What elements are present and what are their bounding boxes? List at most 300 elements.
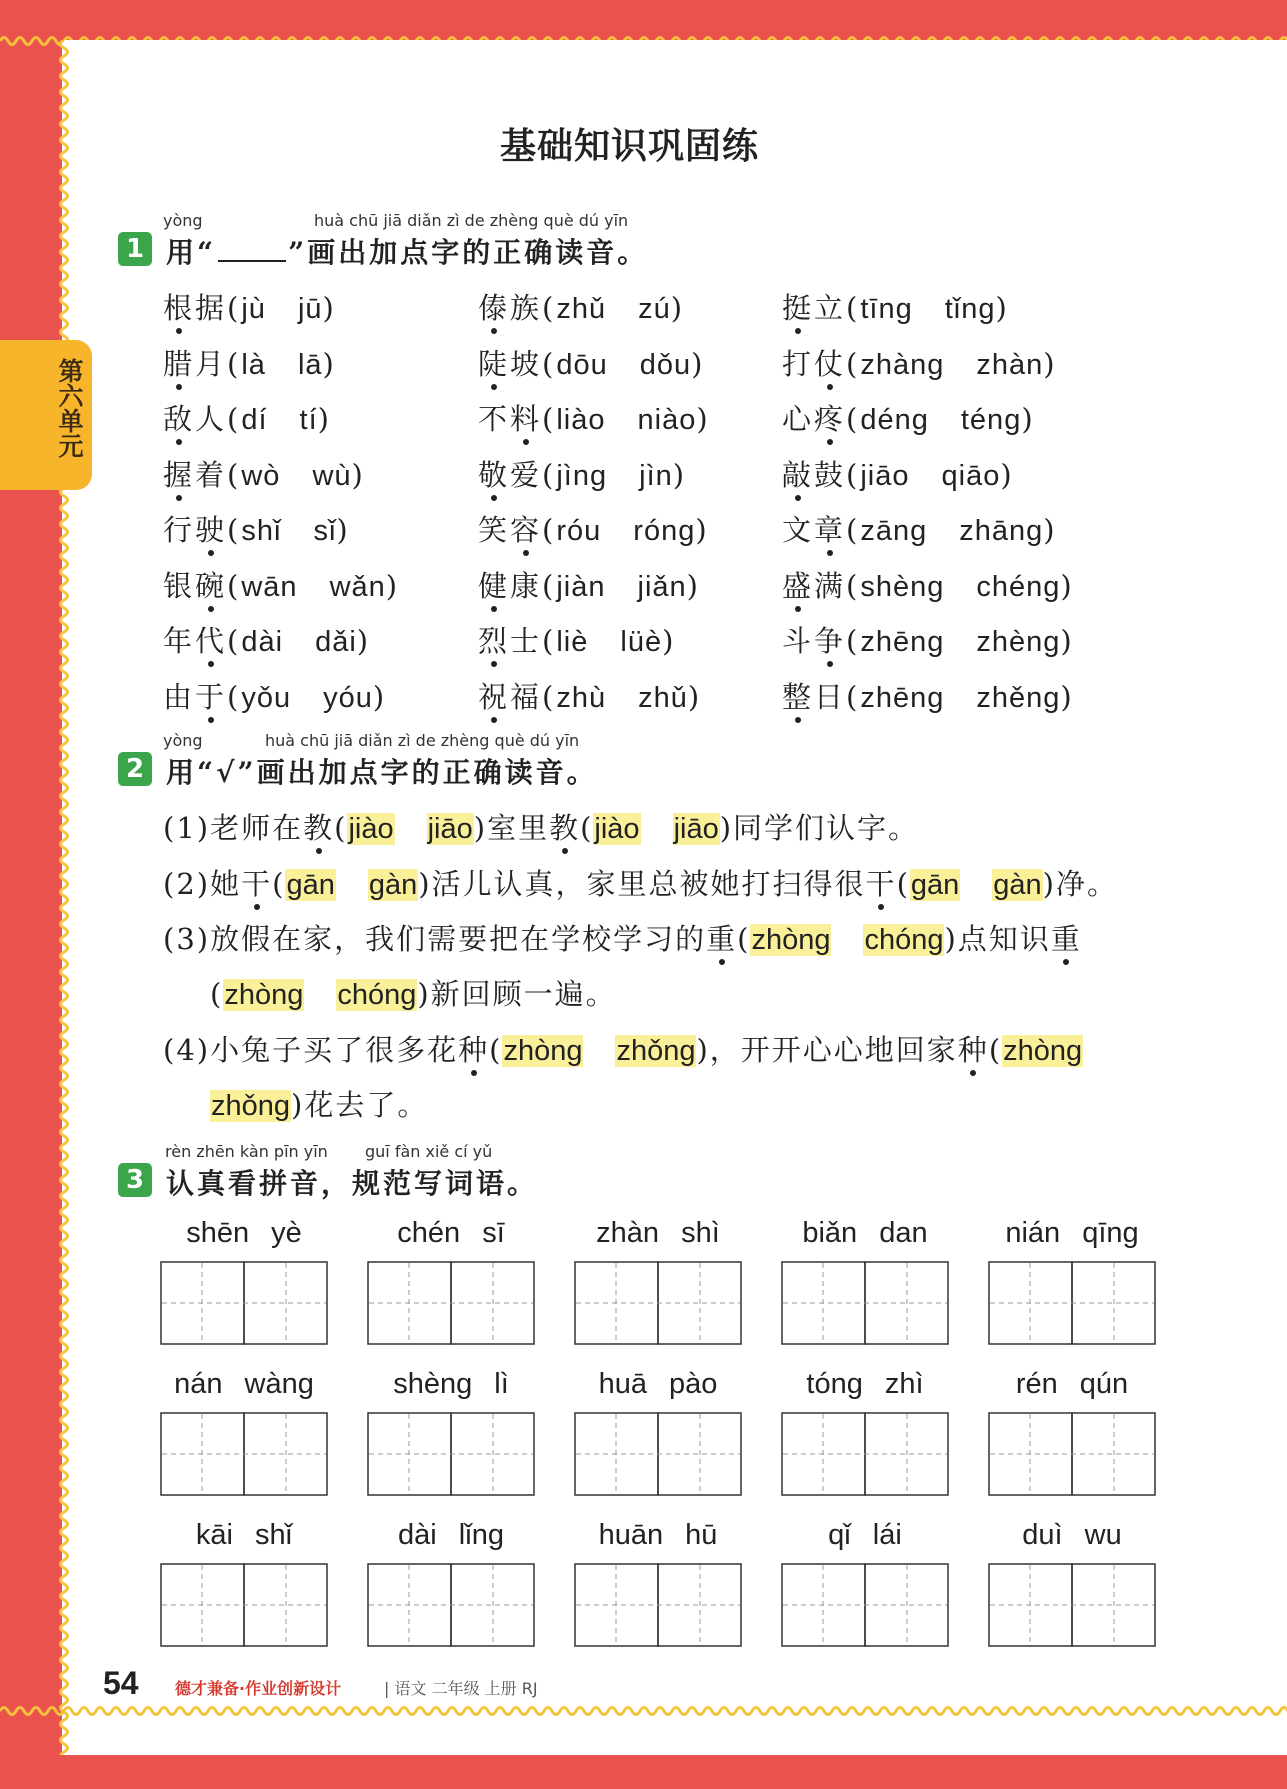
pinyin-option[interactable]: dǎi [315,626,357,658]
reading-item [782,619,1075,660]
pinyin-option[interactable]: dǒu [639,348,692,381]
paren-close: ) [1021,402,1036,436]
pinyin-option[interactable]: jiàn [556,570,606,603]
dotted-char: 容 [510,508,542,549]
paren-close: ) [662,624,677,658]
reading-item [163,564,400,605]
paren-open: ( [542,624,557,658]
dotted-char: 握 [163,453,195,494]
paren-close: ) [317,402,332,436]
item-word [782,347,846,381]
pinyin-option[interactable]: zhēng [860,626,945,658]
paren-close: ) [1060,624,1075,658]
word-char: 族 [510,291,543,325]
pinyin-option[interactable]: zhòng [503,1035,583,1067]
sentence-text: ( [210,977,224,1011]
paren-close: ) [686,568,701,603]
word-char: 笑 [478,513,511,547]
dotted-char: 章 [814,508,846,549]
tianzige-boxes[interactable] [781,1261,949,1345]
dotted-char: 挺 [782,286,814,327]
pinyin-option[interactable]: zhòng [1003,1035,1083,1067]
sentence-text: ( [896,867,910,901]
tianzige-boxes[interactable] [781,1563,949,1647]
tianzige-boxes[interactable] [160,1563,328,1647]
pinyin-option[interactable]: dài [241,626,284,658]
sentence-text: ( [272,867,286,901]
tianzige-boxes[interactable] [367,1261,535,1345]
pinyin-option[interactable]: gàn [368,869,418,901]
item-word [478,513,542,547]
writing-cell-group [160,1519,328,1603]
word-char: 文 [782,513,815,547]
word-char: 鼓 [814,457,847,492]
writing-cell-group [781,1368,949,1452]
reading-item [782,453,1015,494]
dotted-char: 干 [241,862,272,903]
reading-item [782,397,1036,438]
dotted-char: 驶 [195,508,227,549]
word-char: 康 [510,568,543,603]
paren-open: ( [846,457,861,492]
item-word [163,624,227,658]
pinyin-option[interactable]: dōu [556,348,608,381]
dotted-char: 种 [958,1028,989,1069]
paren-open: ( [542,568,557,603]
tianzige-boxes[interactable] [160,1261,328,1345]
item-word [782,680,846,714]
underline-blank [218,260,286,262]
dotted-char: 根 [163,286,195,327]
word-char: 月 [195,346,228,381]
paren-open: ( [227,568,242,603]
word-char: 满 [814,568,847,603]
footer-brand: 德才兼备·作业创新设计 [175,1679,342,1698]
paren-open: ( [542,402,557,436]
item-word [163,680,227,714]
paren-close: ) [1000,457,1015,492]
tianzige-boxes[interactable] [574,1261,742,1345]
tianzige-boxes[interactable] [367,1563,535,1647]
tianzige-boxes[interactable] [988,1563,1156,1647]
sentence-text: (1)老师在 [163,811,304,845]
pinyin-option[interactable]: zhù [556,681,607,714]
pinyin-option[interactable]: zhǔ [556,293,607,325]
pinyin-option[interactable]: tǐng [944,293,996,325]
pinyin-option[interactable]: lüè [620,626,663,658]
dotted-char: 傣 [478,286,510,327]
word-char: 士 [510,624,543,658]
word-char: 福 [510,679,543,714]
paren-close: ) [322,346,337,381]
sentence-text: )点知识 [944,922,1051,956]
word-char: 据 [195,291,228,325]
writing-cell-group [160,1217,328,1301]
pinyin-option[interactable]: jiào [594,813,640,845]
pinyin-option[interactable]: zhǒng [211,1090,291,1122]
pinyin-option[interactable]: déng [860,404,929,436]
word-char: 坡 [510,346,543,381]
reading-item [478,286,685,327]
pinyin-option[interactable]: qiāo [941,459,1001,492]
writing-cell-group [574,1217,742,1301]
reading-item [782,286,1010,327]
pinyin-option[interactable]: là [241,348,266,381]
q1-pinyin-1: yòng [163,211,203,230]
pinyin-option[interactable]: chéng [976,570,1061,603]
tianzige-boxes[interactable] [574,1412,742,1496]
sentence-text: (2)她 [163,867,242,901]
paren-open: ( [227,624,242,658]
item-word [163,402,227,436]
footer-book-info: | 语文 二年级 上册 RJ [384,1679,538,1698]
dotted-char: 仗 [814,342,846,383]
pinyin-option[interactable]: chóng [337,979,417,1011]
pinyin-option[interactable]: sǐ [313,515,337,547]
paren-close: ) [670,291,686,325]
word-pinyin: shèng lì [393,1368,509,1400]
tianzige-boxes[interactable] [988,1261,1156,1345]
paren-open: ( [542,679,557,714]
pinyin-option[interactable]: zhēng [860,681,945,714]
pinyin-option[interactable]: gān [286,869,335,901]
tianzige-boxes[interactable] [781,1412,949,1496]
pinyin-option[interactable]: shèng [860,570,945,603]
pinyin-option[interactable]: tí [299,404,318,436]
sentence-line [163,806,919,847]
sentence-text: ( [988,1033,1003,1067]
item-word [782,513,846,547]
item-word [782,624,846,658]
paren-close: ) [351,457,366,492]
word-pinyin: nián qīng [1005,1217,1139,1249]
pinyin-option[interactable]: jiāo [673,813,719,845]
dotted-char: 烈 [478,619,510,660]
question-1-text [166,231,648,271]
sentence-text: (4)小兔子买了很多花 [163,1033,459,1067]
pinyin-option[interactable]: liè [556,626,589,658]
unit-tab [0,340,92,490]
question-1-number: 1 [118,232,152,266]
dotted-char: 于 [195,675,227,716]
reading-item [478,397,711,438]
word-pinyin: chén sī [397,1217,505,1249]
reading-item [163,508,351,549]
word-pinyin: huā pào [598,1368,718,1400]
word-char: 立 [814,291,847,325]
reading-item [163,619,371,660]
paren-open: ( [846,624,861,658]
pinyin-option[interactable]: zhòng [224,979,304,1011]
word-char: 爱 [510,457,543,492]
q2-pinyin-1: yòng [163,731,203,750]
reading-item [478,619,676,660]
word-pinyin: dài lǐng [398,1519,504,1551]
writing-cell-group [988,1217,1156,1301]
writing-cell-group [367,1519,535,1603]
word-pinyin: shēn yè [186,1217,302,1249]
pinyin-option[interactable]: wò [241,459,281,492]
pinyin-option[interactable]: gàn [993,869,1042,901]
pinyin-option[interactable]: jiǎn [637,570,687,603]
word-char: 年 [163,624,196,658]
writing-cell-group [574,1519,742,1603]
question-3-text: 认真看拼音，规范写词语。 [166,1167,539,1200]
paren-open: ( [227,513,242,547]
tianzige-boxes[interactable] [574,1563,742,1647]
reading-item [782,564,1075,605]
reading-item [782,675,1075,716]
dotted-char: 料 [510,397,542,438]
word-char: 斗 [782,624,815,658]
pinyin-option[interactable]: zhǒng [616,1035,696,1067]
item-word [163,347,227,381]
question-2-number: 2 [118,752,152,786]
page-number: 54 [103,1665,139,1701]
paren-open: ( [542,457,557,492]
pinyin-option[interactable]: niào [637,404,697,436]
pinyin-option[interactable]: jū [297,293,323,325]
word-pinyin: kāi shǐ [195,1519,293,1551]
paren-open: ( [846,568,861,603]
word-pinyin: duì wu [1022,1519,1122,1551]
pinyin-option[interactable]: wān [241,570,298,603]
paren-open: ( [227,291,242,325]
pinyin-option[interactable]: lā [297,348,323,381]
pinyin-option[interactable]: jiào [348,813,394,845]
paren-close: ) [695,513,710,547]
pinyin-option[interactable]: jiāo [860,459,910,492]
item-word [478,458,542,492]
pinyin-option[interactable]: zú [638,293,671,325]
unit-label: 第六单元 [55,358,84,458]
item-word [163,513,227,547]
pinyin-option[interactable]: wǎn [329,570,386,603]
q2-pinyin-2: huà chū jiā diǎn zì de zhèng què dú yīn [265,731,580,750]
paren-close: ) [672,457,688,492]
sentence-text: )，开开心心地回家 [696,1033,958,1067]
pinyin-option[interactable]: jìn [639,459,673,492]
sentence-line [163,917,1082,958]
writing-cell-group [781,1217,949,1301]
writing-cell-group [781,1519,949,1603]
q1-pinyin-2: huà chū jiā diǎn zì de zhèng què dú yīn [314,211,629,230]
tianzige-boxes[interactable] [367,1412,535,1496]
pinyin-option[interactable]: zhǔ [638,681,688,714]
word-pinyin: tóng zhì [806,1368,924,1400]
pinyin-option[interactable]: wù [312,459,352,492]
reading-item [478,675,702,716]
sentence-text: )活儿认真，家里总被她打扫得很 [418,867,866,901]
tianzige-boxes[interactable] [160,1412,328,1496]
pinyin-option[interactable]: yǒu [241,681,292,714]
pinyin-option[interactable]: shǐ [241,515,282,547]
dotted-char: 种 [458,1028,489,1069]
bottom-wave-border [0,1700,1287,1722]
pinyin-option[interactable]: dí [241,404,268,436]
paren-open: ( [846,513,861,547]
q1-text-b: ”画出加点字的正确读音。 [288,236,649,269]
word-char: 人 [195,402,228,436]
pinyin-option[interactable]: gān [910,869,960,901]
item-word [478,569,542,603]
paren-open: ( [846,679,861,714]
reading-item [163,675,387,716]
writing-cell-group [574,1368,742,1452]
pinyin-option[interactable]: yóu [323,681,373,714]
pinyin-option[interactable]: róng [633,515,696,547]
paren-open: ( [227,679,242,714]
pinyin-option[interactable]: téng [960,404,1022,436]
reading-item [478,508,710,549]
reading-item [478,564,701,605]
paren-close: ) [1043,513,1058,547]
dotted-char: 疼 [814,397,846,438]
dotted-char: 腊 [163,342,195,383]
dotted-char: 陡 [478,342,510,383]
paren-open: ( [227,457,242,492]
item-word [163,569,227,603]
item-word [478,402,542,436]
reading-item [478,342,705,383]
paren-open: ( [846,291,861,325]
paren-close: ) [372,679,388,714]
pinyin-option[interactable]: zhàn [976,348,1044,381]
writing-cell-group [367,1217,535,1301]
question-3-number: 3 [118,1163,152,1197]
paren-close: ) [356,624,372,658]
item-word [782,291,846,325]
word-pinyin: rén qún [1015,1368,1129,1400]
writing-cell-group [367,1368,535,1452]
item-word [782,402,846,436]
paren-open: ( [227,346,242,381]
dotted-char: 整 [782,675,814,716]
reading-item [163,397,332,438]
paren-close: ) [1060,568,1075,603]
pinyin-option[interactable]: tīng [860,293,913,325]
sentence-text: )室里 [473,811,550,845]
sentence-line [163,862,1118,903]
sentence-text: ( [334,811,348,845]
pinyin-option[interactable]: zhāng [959,515,1044,547]
dotted-char: 祝 [478,675,510,716]
reading-item [163,453,366,494]
reading-item [782,342,1058,383]
word-char: 打 [782,346,815,381]
tianzige-boxes[interactable] [988,1412,1156,1496]
pinyin-option[interactable]: liào [556,404,606,436]
item-word [478,624,542,658]
sentence-line [163,1028,1083,1069]
item-word [478,291,542,325]
word-pinyin: huān hū [598,1519,718,1551]
paren-close: ) [1060,679,1075,714]
sentence-line [210,1083,428,1124]
sentence-text: ( [580,811,594,845]
paren-close: ) [336,513,351,547]
reading-item [163,286,337,327]
dotted-char: 干 [866,862,897,903]
paren-close: ) [696,402,711,436]
word-char: 心 [782,402,815,436]
word-pinyin: zhàn shì [596,1217,720,1249]
writing-cell-group [988,1368,1156,1452]
paren-close: ) [687,679,703,714]
sentence-text: )净。 [1042,867,1118,901]
paren-close: ) [1043,346,1058,381]
dotted-char: 盛 [782,564,814,605]
word-char: 日 [814,679,847,714]
pinyin-option[interactable]: zhěng [976,681,1061,714]
sentence-text: )同学们认字。 [719,811,920,845]
reading-item [478,453,687,494]
dotted-char: 教 [303,806,334,847]
pinyin-option[interactable]: zāng [860,515,928,547]
word-char: 不 [478,402,511,436]
reading-item [782,508,1058,549]
dotted-char: 争 [814,619,846,660]
sentence-text: (3)放假在家，我们需要把在学校学习的 [163,922,707,956]
dotted-char: 敲 [782,453,814,494]
item-word [782,458,846,492]
writing-cell-group [988,1519,1156,1603]
word-pinyin: nán wàng [174,1368,314,1400]
sentence-line [210,972,617,1013]
item-word [782,569,846,603]
reading-item [163,342,337,383]
page-title: 基础知识巩固练 [500,126,760,167]
question-2-text: 用“√”画出加点字的正确读音。 [166,756,598,789]
pinyin-option[interactable]: jiāo [427,813,473,845]
paren-close: ) [322,291,337,325]
paren-open: ( [542,513,557,547]
pinyin-option[interactable]: chóng [864,924,944,956]
left-wave-border [54,40,74,1755]
paren-open: ( [846,402,861,436]
sentence-text: ( [489,1033,503,1067]
sentence-text: ( [737,922,751,956]
word-pinyin: biǎn dan [802,1217,928,1249]
word-char: 银 [163,568,196,603]
pinyin-option[interactable]: zhàng [860,348,945,381]
pinyin-option[interactable]: jìng [556,459,608,492]
paren-open: ( [846,346,861,381]
sentence-text: )花去了。 [291,1088,429,1122]
pinyin-option[interactable]: jù [241,293,266,325]
paren-close: ) [385,568,401,603]
dotted-char: 健 [478,564,510,605]
word-char: 着 [195,457,228,492]
item-word [478,347,542,381]
paren-close: ) [995,291,1010,325]
writing-cell-group [160,1368,328,1452]
sentence-text: )新回顾一遍。 [417,977,617,1011]
pinyin-option[interactable]: zhèng [976,626,1061,658]
dotted-char: 重 [1051,917,1082,958]
dotted-char: 敌 [163,397,195,438]
pinyin-option[interactable]: róu [556,515,602,547]
paren-open: ( [227,402,242,436]
dotted-char: 碗 [195,564,227,605]
item-word [163,291,227,325]
word-char: 由 [163,679,196,714]
word-pinyin: qǐ lái [828,1519,902,1551]
dotted-char: 敬 [478,453,510,494]
dotted-char: 重 [706,917,737,958]
pinyin-option[interactable]: zhòng [751,924,831,956]
item-word [163,458,227,492]
